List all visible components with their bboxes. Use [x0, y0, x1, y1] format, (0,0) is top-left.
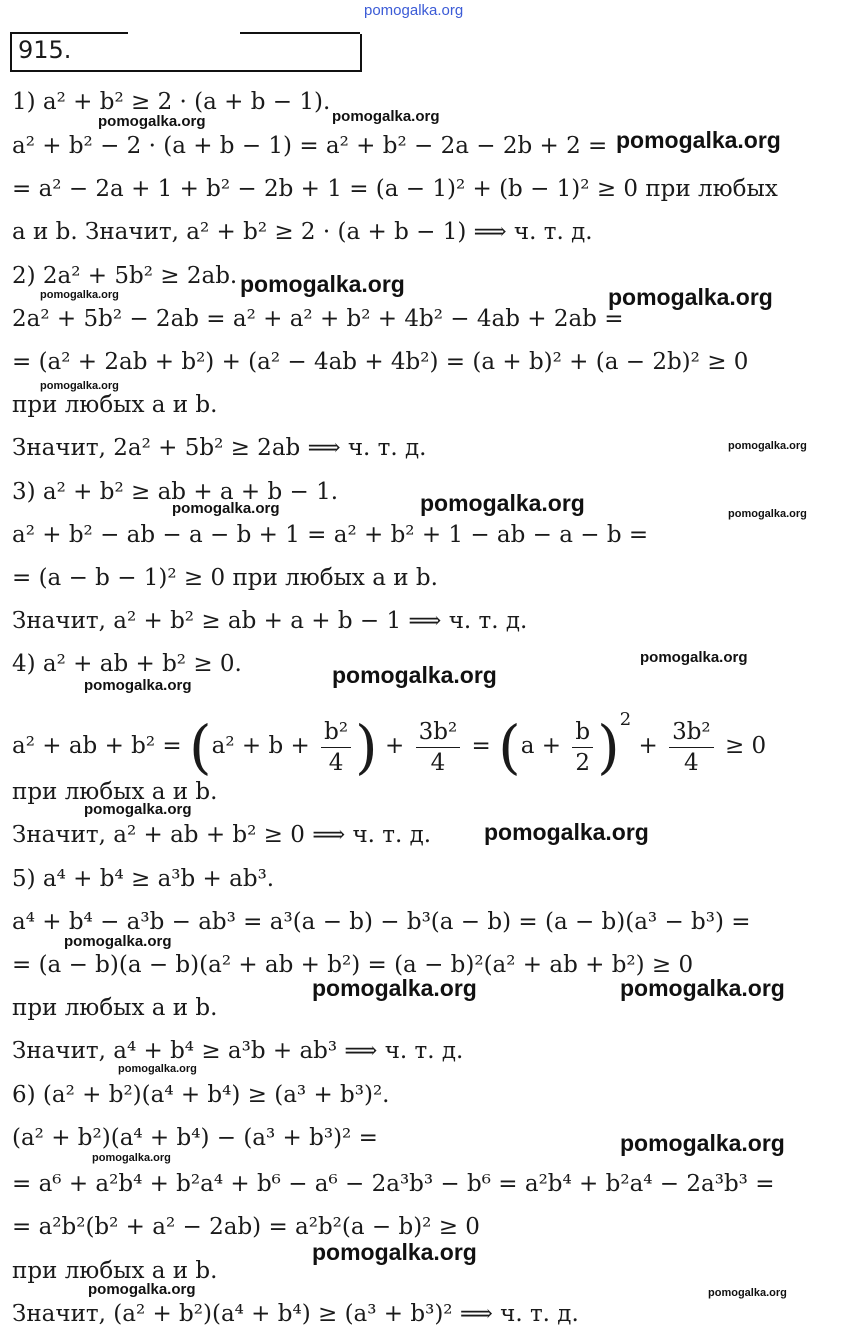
formula4-eq: = [471, 733, 491, 759]
watermark: pomogalka.org [240, 271, 405, 297]
formula4-part1: a² + b + [211, 733, 310, 759]
watermark: pomogalka.org [312, 1239, 477, 1265]
frac3-num: b [572, 717, 593, 748]
watermark: pomogalka.org [172, 500, 280, 517]
line-2-condition: при любых a и b. [12, 392, 218, 418]
line-6-step2: = a⁶ + a²b⁴ + b²a⁴ + b⁶ − a⁶ − 2a³b³ − b⁶ = a²b⁴ + b²a⁴ − 2a³b³ = [12, 1171, 775, 1197]
watermark: pomogalka.org [118, 1063, 197, 1075]
left-paren: ( [189, 713, 212, 781]
right-paren: ) [355, 713, 378, 781]
watermark: pomogalka.org [708, 1287, 787, 1299]
frac4-num: 3b² [669, 717, 714, 748]
line-1-conclusion: a и b. Значит, a² + b² ≥ 2 · (a + b − 1) ⟹ ч. т. д. [12, 219, 593, 245]
watermark: pomogalka.org [40, 380, 119, 392]
watermark: pomogalka.org [484, 819, 649, 845]
line-5-condition: при любых a и b. [12, 995, 218, 1021]
line-1-statement: 1) a² + b² ≥ 2 · (a + b − 1). [12, 89, 331, 115]
line-2-statement: 2) 2a² + 5b² ≥ 2ab. [12, 263, 238, 289]
watermark: pomogalka.org [332, 108, 440, 125]
watermark: pomogalka.org [640, 649, 748, 666]
watermark: pomogalka.org [40, 289, 119, 301]
watermark: pomogalka.org [616, 127, 781, 153]
line-4-conclusion: Значит, a² + ab + b² ≥ 0 ⟹ ч. т. д. [12, 822, 432, 848]
frac2-den: 4 [430, 749, 446, 776]
line-5-step2: = (a − b)(a − b)(a² + ab + b²) = (a − b)²(a² + ab + b²) ≥ 0 [12, 952, 694, 978]
fraction-4 [669, 717, 714, 778]
frac3-den: 2 [575, 749, 591, 776]
formula4-plus1: + [385, 733, 405, 759]
fraction-3 [572, 717, 593, 778]
line-6-statement: 6) (a² + b²)(a⁴ + b⁴) ≥ (a³ + b³)². [12, 1082, 390, 1108]
watermark: pomogalka.org [620, 1130, 785, 1156]
watermark: pomogalka.org [98, 113, 206, 130]
watermark: pomogalka.org [92, 1152, 171, 1164]
problem-number: 915. [18, 36, 72, 64]
line-2-conclusion: Значит, 2a² + 5b² ≥ 2ab ⟹ ч. т. д. [12, 435, 427, 461]
line-4-statement: 4) a² + ab + b² ≥ 0. [12, 651, 242, 677]
watermark-top: pomogalka.org [364, 2, 464, 19]
frac1-num: b² [321, 717, 351, 748]
line-3-statement: 3) a² + b² ≥ ab + a + b − 1. [12, 479, 339, 505]
line-5-statement: 5) a⁴ + b⁴ ≥ a³b + ab³. [12, 866, 275, 892]
formula4-part2: a + [520, 733, 562, 759]
line-4-condition: при любых a и b. [12, 779, 218, 805]
fraction-1 [321, 717, 351, 778]
line-3-conclusion: Значит, a² + b² ≥ ab + a + b − 1 ⟹ ч. т. д. [12, 608, 528, 634]
watermark: pomogalka.org [728, 508, 807, 520]
line-3-step1: a² + b² − ab − a − b + 1 = a² + b² + 1 − ab − a − b = [12, 522, 649, 548]
watermark: pomogalka.org [420, 490, 585, 516]
watermark: pomogalka.org [332, 662, 497, 688]
watermark: pomogalka.org [84, 677, 192, 694]
formula4-lhs: a² + ab + b² = [12, 733, 182, 759]
line-6-condition: при любых a и b. [12, 1258, 218, 1284]
line-5-conclusion: Значит, a⁴ + b⁴ ≥ a³b + ab³ ⟹ ч. т. д. [12, 1038, 464, 1064]
watermark: pomogalka.org [88, 1281, 196, 1298]
watermark: pomogalka.org [620, 975, 785, 1001]
frac1-den: 4 [328, 749, 344, 776]
line-6-step1: (a² + b²)(a⁴ + b⁴) − (a³ + b³)² = [12, 1125, 378, 1151]
problem-number-box [10, 32, 358, 70]
watermark: pomogalka.org [64, 933, 172, 950]
formula4-tail: ≥ 0 [724, 733, 767, 759]
line-5-step1: a⁴ + b⁴ − a³b − ab³ = a³(a − b) − b³(a − b) = (a − b)(a³ − b³) = [12, 909, 751, 935]
line-3-step2: = (a − b − 1)² ≥ 0 при любых a и b. [12, 565, 438, 591]
formula4-plus2: + [638, 733, 658, 759]
watermark: pomogalka.org [608, 284, 773, 310]
watermark: pomogalka.org [728, 440, 807, 452]
frac4-den: 4 [684, 749, 699, 776]
line-4-formula [12, 690, 767, 781]
watermark: pomogalka.org [312, 975, 477, 1001]
watermark: pomogalka.org [84, 801, 192, 818]
frac2-num: 3b² [416, 717, 461, 748]
line-1-step1: a² + b² − 2 · (a + b − 1) = a² + b² − 2a − 2b + 2 = [12, 133, 608, 159]
line-2-step2: = (a² + 2ab + b²) + (a² − 4ab + 4b²) = (a + b)² + (a − 2b)² ≥ 0 [12, 349, 749, 375]
right-paren-2: ) [597, 713, 620, 781]
left-paren-2: ( [498, 713, 521, 781]
fraction-2 [416, 717, 461, 778]
line-6-conclusion: Значит, (a² + b²)(a⁴ + b⁴) ≥ (a³ + b³)² ⟹ ч. т. д. [12, 1301, 579, 1327]
line-2-step1: 2a² + 5b² − 2ab = a² + a² + b² + 4b² − 4ab + 2ab = [12, 306, 624, 332]
formula4-exp: 2 [619, 709, 632, 730]
line-6-step3: = a²b²(b² + a² − 2ab) = a²b²(a − b)² ≥ 0 [12, 1214, 480, 1240]
line-1-step2: = a² − 2a + 1 + b² − 2b + 1 = (a − 1)² + (b − 1)² ≥ 0 при любых [12, 176, 778, 202]
